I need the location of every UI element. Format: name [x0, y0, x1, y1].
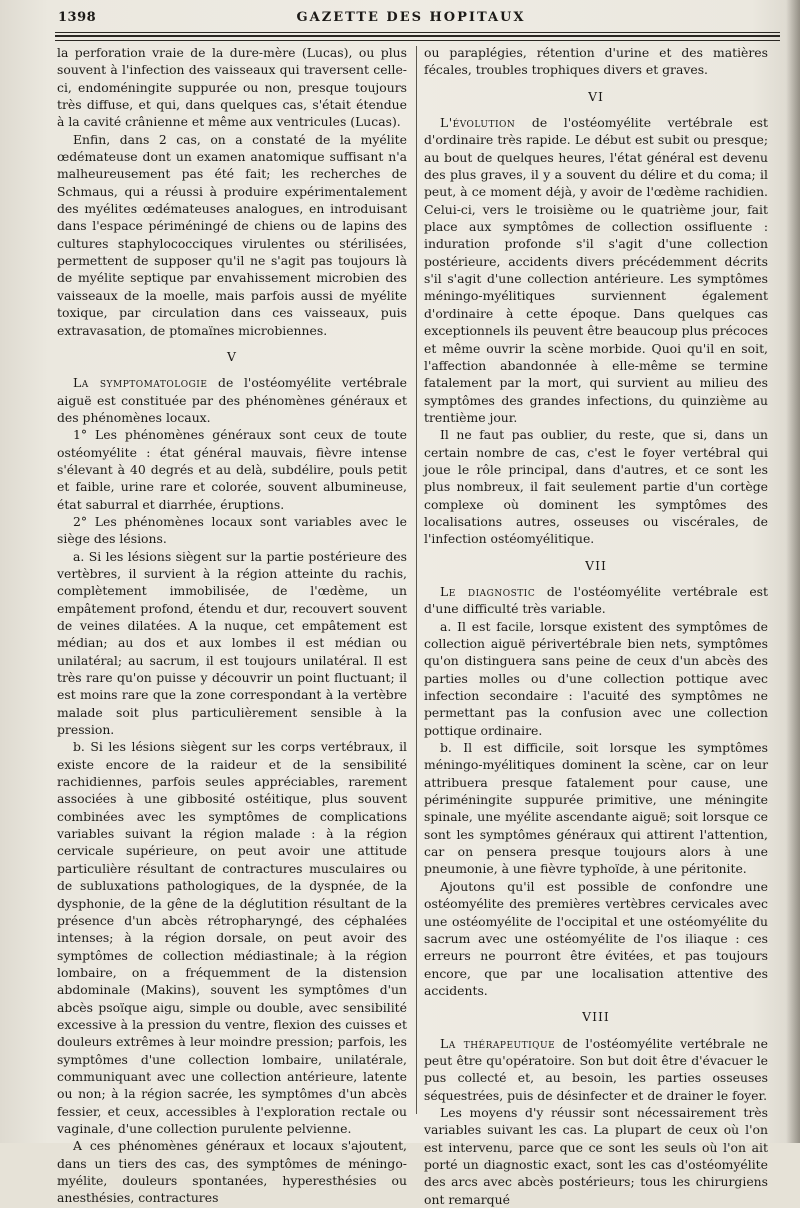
header-rule — [55, 32, 780, 33]
paragraph: b. Il est difficile, soit lorsque les symptômes méningo-myélitiques dominent la scène, car on leur attribuera presque fatalement pour cause, une périméningite suppurée primitive, une méningite spinale, une myélite ascendante aiguë; soit lorsque ce sont les symptômes généraux qui attirent l'attention, car on pensera presque toujours alors à une pneumonie, à une fièvre typhoïde, à une péritonite. — [424, 740, 768, 877]
lead-term: L'évolution — [440, 115, 516, 131]
right-column — [424, 44, 768, 1208]
paragraph: a. Si les lésions siègent sur la partie postérieure des vertèbres, il survient à la région atteinte du rachis, complètement immobilisée, de l'œdème, un empâtement profond, étendu et dur, recouvert souvent de veines dilatées. A la nuque, cet empâtement est médian; au dos et aux lombes il est médian ou unilatéral; au sacrum, il est toujours unilatéral. Il est très rare qu'on puisse y découvrir un point fluctuant; il est moins rare que la zone correspondant à la vertèbre malade soit plus particulièrement sensible à la pression. — [57, 548, 407, 738]
paragraph: Il ne faut pas oublier, du reste, que si, dans un certain nombre de cas, c'est le foyer vertébral qui joue le rôle principal, dans d'autres, et ce sont les plus nombreux, il fait seulement partie d'un cortège complexe où dominent les symptômes des localisations autres, osseuses ou viscérales, de l'infection ostéomyélitique. — [424, 427, 768, 547]
paragraph-text: de l'ostéomyélite vertébrale aiguë est constituée par des phénomènes généraux et des phénomènes locaux. — [57, 375, 407, 425]
page-number: 1398 — [58, 10, 97, 25]
paragraph: a. Il est facile, lorsque existent des symptômes de collection aiguë périvertébrale bien nets, symptômes qu'on distinguera sans peine de ceux d'un abcès des parties molles ou d'une collection pottique avec infection secondaire : l'acuité des symptômes ne permettant pas la confusion avec une collection pottique ordinaire. — [424, 618, 768, 738]
lead-term: La symptomatologie — [73, 375, 208, 391]
header-rule-lower — [55, 40, 780, 41]
paragraph: 2° Les phénomènes locaux sont variables avec le siège des lésions. — [57, 513, 407, 547]
paragraph — [57, 374, 407, 426]
left-column — [57, 44, 407, 1207]
paragraph: 1° Les phénomènes généraux sont ceux de toute ostéomyélite : état général mauvais, fièvre intense s'élevant à 40 degrés et au delà, subdélire, pouls petit et faible, urine rare et colorée, souvent albumineuse, état saburral et diarrhée, éruptions. — [57, 427, 407, 512]
page-header — [40, 8, 782, 30]
header-rule-thick — [55, 35, 780, 37]
paragraph: la perforation vraie de la dure-mère (Lucas), ou plus souvent à l'infection des vaisseaux qui traversent celle-ci, endoméningite suppurée ou non, presque toujours très diffuse, et qui, dans quelques cas, s'était étendue à la cavité crânienne et même aux ventricules (Lucas). — [57, 45, 407, 130]
paragraph-text: de l'ostéomyélite vertébrale ne peut être qu'opératoire. Son but doit être d'évacuer le pus collecté et, au besoin, les parties osseuses séquestrées, puis de désinfecter et de drainer le foyer. — [424, 1035, 768, 1103]
paragraph: b. Si les lésions siègent sur les corps vertébraux, il existe encore de la raideur et de la sensibilité rachidiennes, parfois seules appréciables, rarement associées à une gibbosité ostéitique, plus souvent combinées avec les symptômes de complications variables suivant la région malade : à la région cervicale supérieure, on peut avoir une attitude particulière résultant de contractures musculaires ou de subluxations pathologiques, de la dyspnée, de la dysphonie, de la gêne de la déglutition résultant de la présence d'un abcès rétropharyngé, des céphalées intenses; à la région dorsale, on peut avoir des symptômes de collection médiastinale; à la région lombaire, on a fréquemment de la distension abdominale (Makins), souvent les symptômes d'un abcès psoïque aigu, simple ou double, avec sensibilité excessive à la pression du ventre, flexion des cuisses et douleurs extrêmes à leur moindre pression; parfois, les symptômes d'une collection lombaire, unilatérale, communiquant avec une collection antérieure, latente ou non; à la région sacrée, les symptômes d'un abcès fessier, et ceux, accessibles à l'exploration rectale ou vaginale, d'une collection purulente pelvienne. — [57, 739, 407, 1136]
section-heading-vi: VI — [588, 88, 604, 104]
paragraph: Ajoutons qu'il est possible de confondre une ostéomyélite des premières vertèbres cervicales avec une ostéomyélite de l'occipital et une ostéomyélite du sacrum avec une ostéomyélite de l'os iliaque : ces erreurs ne pourront être évitées, et pas toujours encore, que par une localisation attentive des accidents. — [424, 878, 768, 998]
paragraph: Enfin, dans 2 cas, on a constaté de la myélite œdémateuse dont un examen anatomique suffisant n'a malheureusement pas été fait; les recherches de Schmaus, qui a réussi à produire expérimentalement des myélites œdémateuses analogues, en introduisant dans l'espace périméningé de chiens ou de lapins des cultures staphylococciques virulentes ou stérilisées, permettent de supposer qu'il ne s'agit pas toujours là de myélite septique par envahissement microbien des vaisseaux de la moelle, mais parfois aussi de myélite toxique, par circulation dans ces vaisseaux, puis extravasation, de ptomaïnes microbiennes. — [57, 131, 407, 338]
lead-term: Le diagnostic — [440, 583, 536, 599]
section-heading-vii: VII — [585, 557, 607, 573]
paragraph: ou paraplégies, rétention d'urine et des matières fécales, troubles trophiques divers et graves. — [424, 45, 768, 78]
column-divider — [416, 46, 417, 1114]
binding-edge-shadow — [786, 0, 800, 1143]
journal-title: GAZETTE DES HOPITAUX — [296, 10, 526, 25]
paragraph: A ces phénomènes généraux et locaux s'ajoutent, dans un tiers des cas, des symptômes de méningo-myélite, douleurs spontanées, hyperesthésies ou anesthésies, contractures — [57, 1138, 407, 1206]
paragraph — [424, 583, 768, 618]
paragraph: Les moyens d'y réussir sont nécessairement très variables suivant les cas. La plupart de ceux où l'on est intervenu, parce que ce sont les seuls où l'on ait porté un diagnostic exact, sont les cas d'ostéomyélite des arcs avec abcès postérieurs; tous les chirurgiens ont remarqué — [424, 1104, 768, 1207]
section-heading-v: V — [227, 348, 237, 364]
lead-term: La thérapeutique — [440, 1035, 556, 1051]
paragraph — [424, 1035, 768, 1104]
paragraph — [424, 114, 768, 426]
paragraph-text: de l'ostéomyélite vertébrale est d'ordinaire très rapide. Le début est subit ou presque; au bout de quelques heures, l'état général est devenu des plus graves, il y a souvent du délire et du coma; il peut, à ce moment déjà, y avoir de l'œdème rachidien. Celui-ci, vers le troisième ou le quatrième jour, fait place aux symptômes de collection ossifluente : induration profonde s'il s'agit d'une collection postérieure, accidents divers précédemment décrits s'il s'agit d'une collection antérieure. Les symptômes méningo-myélitiques surviennent également d'ordinaire à cette époque. Dans quelques cas exceptionnels ils peuvent être beaucoup plus précoces et même ouvrir la scène morbide. Quoi qu'il en soit, l'affection abandonnée à elle-même se termine fatalement par la mort, qui survient au milieu des symptômes des grandes infections, du quinzième au trentième jour. — [424, 115, 768, 425]
section-heading-viii: VIII — [582, 1009, 610, 1025]
paragraph-text: de l'ostéomyélite vertébrale est d'une difficulté très variable. — [424, 583, 768, 617]
